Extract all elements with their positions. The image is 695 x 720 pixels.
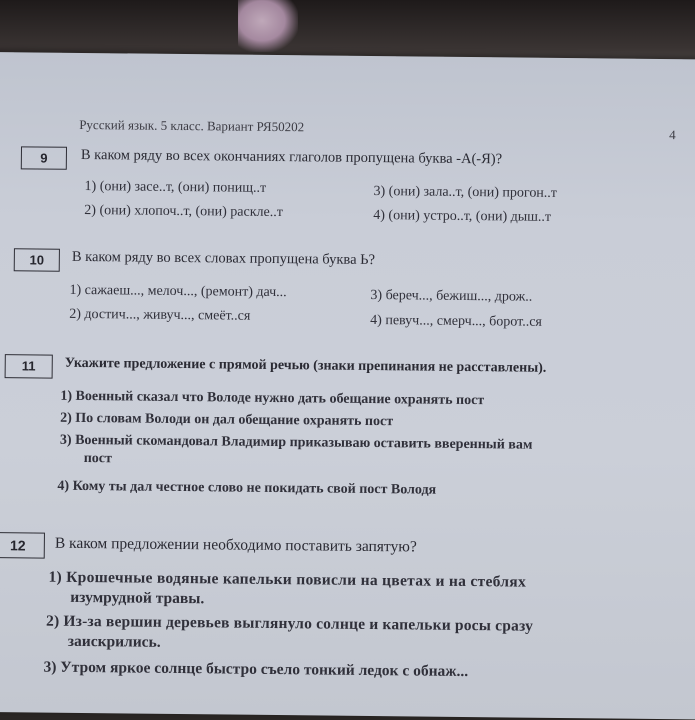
answer-option: 3) Военный скомандовал Владимир приказываю оставить вверенный вам: [59, 432, 533, 453]
answer-option-continuation: изумрудной травы.: [70, 588, 205, 608]
answer-option: 1) Крошечные водяные капельки повисли на цветах и на стеблях: [48, 568, 527, 591]
answer-option: 1) сажаеш..., мелоч..., (ремонт) дач...: [69, 282, 287, 301]
answer-option: 2) Из-за вершин деревьев выглянуло солнце и капельки росы сразу: [45, 612, 534, 635]
answer-option: 4) (они) устро..т, (они) дыш..т: [373, 208, 552, 225]
question-number-box: 12: [0, 532, 45, 559]
answer-option-continuation: заискрились.: [67, 632, 161, 651]
question-number-box: 10: [14, 248, 60, 271]
answer-option-continuation: пост: [83, 451, 112, 467]
answer-option: 4) Кому ты дал честное слово не покидать свой пост Володя: [57, 478, 437, 498]
answer-option: 2) достич..., живуч..., смеёт..ся: [69, 306, 251, 324]
exam-sheet: [0, 52, 695, 720]
answer-option: 2) (они) хлопоч..т, (они) раскле..т: [84, 202, 283, 221]
answer-option: 2) По словам Володи он дал обещание охранять пост: [60, 410, 394, 430]
page-number: 4: [669, 127, 676, 143]
question-text: В каком ряду во всех словах пропущена буква Ь?: [71, 248, 376, 269]
answer-option: 1) (они) засе..т, (они) понищ..т: [84, 178, 267, 196]
answer-option: 3) (они) зала..т, (они) прогон..т: [373, 184, 558, 201]
question-text: В каком предложении необходимо поставить запятую?: [54, 534, 417, 556]
question-text: Укажите предложение с прямой речью (знаки препинания не расставлены).: [64, 355, 547, 376]
background-flower: [238, 0, 298, 52]
question-text: В каком ряду во всех окончаниях глаголов пропущена буква -А(-Я)?: [80, 146, 503, 168]
answer-option: 3) Утром яркое солнце быстро съело тонкий ледок с обнаж...: [43, 658, 469, 681]
answer-option: 3) береч..., бежиш..., дрож..: [370, 287, 533, 305]
page-header: Русский язык. 5 класс. Вариант РЯ50202: [79, 116, 305, 135]
answer-option: 4) певуч..., смерч..., борот..ся: [370, 312, 542, 330]
question-number-box: 9: [21, 146, 67, 169]
question-number-box: 11: [5, 354, 53, 379]
answer-option: 1) Военный сказал что Володе нужно дать обещание охранять пост: [60, 388, 485, 409]
